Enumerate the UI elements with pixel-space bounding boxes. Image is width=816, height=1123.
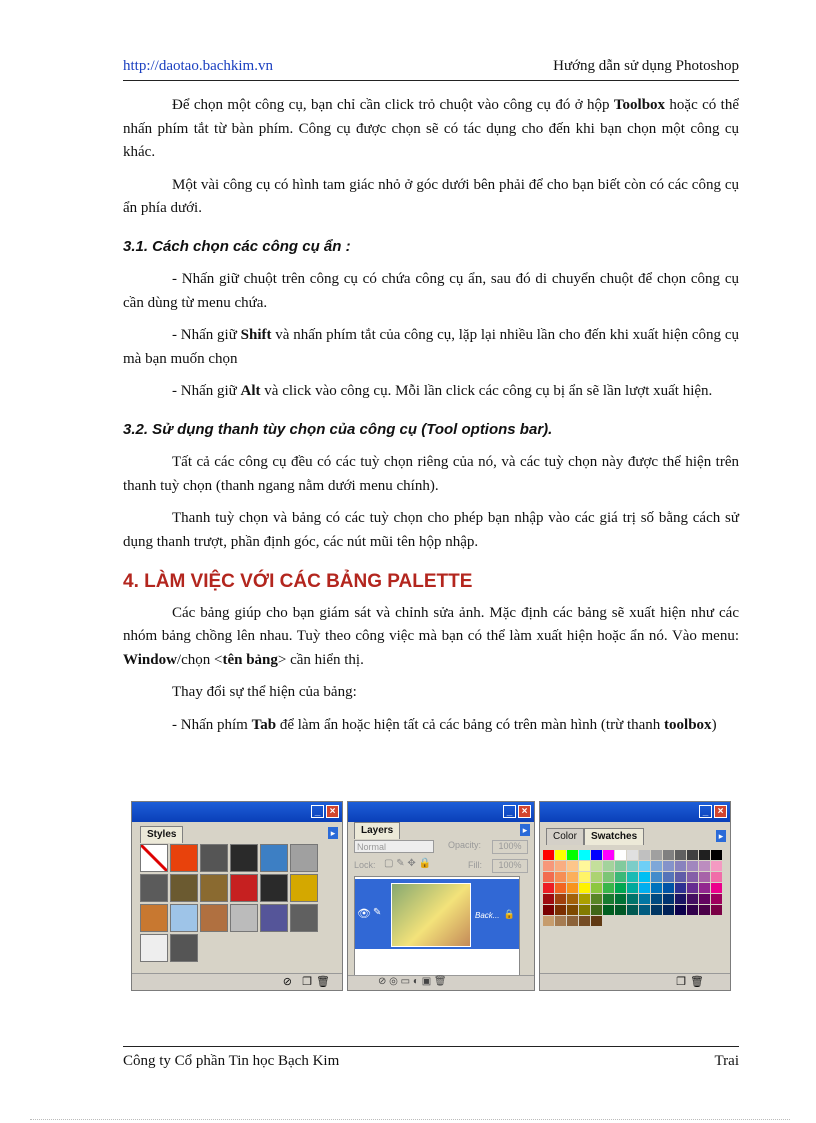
palettes-screenshot	[131, 801, 731, 991]
color-swatch[interactable]	[687, 894, 698, 904]
header-url-link[interactable]: http://daotao.bachkim.vn	[123, 58, 273, 74]
eye-icon[interactable]: 👁	[357, 908, 371, 920]
color-swatch[interactable]	[591, 861, 602, 871]
style-swatch[interactable]	[290, 844, 318, 872]
color-swatch[interactable]	[615, 861, 626, 871]
color-swatch[interactable]	[567, 872, 578, 882]
style-swatch[interactable]	[230, 904, 258, 932]
style-swatch[interactable]	[170, 874, 198, 902]
new-swatch-icon[interactable]: ❐	[676, 976, 686, 988]
color-swatch[interactable]	[543, 905, 554, 915]
style-swatch[interactable]	[140, 904, 168, 932]
style-swatch[interactable]	[260, 844, 288, 872]
color-swatch[interactable]	[579, 916, 590, 926]
layer-name: Back...	[475, 911, 500, 920]
color-swatch[interactable]	[567, 916, 578, 926]
color-swatch[interactable]	[603, 861, 614, 871]
style-swatch[interactable]	[200, 904, 228, 932]
color-swatch[interactable]	[711, 894, 722, 904]
color-swatch[interactable]	[543, 861, 554, 871]
close-icon[interactable]: ×	[714, 805, 727, 818]
color-swatch[interactable]	[675, 850, 686, 860]
color-swatch[interactable]	[699, 861, 710, 871]
tab-swatches[interactable]: Swatches	[584, 828, 644, 845]
palette-menu-icon[interactable]: ▸	[520, 824, 530, 836]
style-swatch[interactable]	[140, 874, 168, 902]
header-title: Hướng dẫn sử dụng Photoshop	[553, 58, 739, 74]
color-swatch[interactable]	[543, 872, 554, 882]
color-swatch[interactable]	[591, 916, 602, 926]
color-swatch[interactable]	[591, 894, 602, 904]
color-swatch[interactable]	[591, 850, 602, 860]
color-swatch[interactable]	[555, 883, 566, 893]
layers-palette	[347, 801, 535, 991]
paragraph: - Nhấn giữ chuột trên công cụ có chứa công cụ ẩn, sau đó di chuyển chuột để chọn công cụ cần dùng từ menu chứa.	[123, 271, 739, 311]
section-heading-3-1: 3.1. Cách chọn các công cụ ẩn :	[123, 237, 351, 255]
color-swatch[interactable]	[627, 883, 638, 893]
color-swatch[interactable]	[639, 850, 650, 860]
minimize-icon[interactable]: _	[311, 805, 324, 818]
palette-footer	[540, 973, 730, 990]
close-icon[interactable]: ×	[518, 805, 531, 818]
color-swatch[interactable]	[699, 872, 710, 882]
new-style-icon[interactable]: ❐	[302, 976, 312, 988]
color-swatch[interactable]	[603, 883, 614, 893]
color-swatch[interactable]	[567, 861, 578, 871]
color-swatch[interactable]	[615, 905, 626, 915]
color-swatch[interactable]	[651, 905, 662, 915]
color-swatch[interactable]	[543, 850, 554, 860]
paragraph: Một vài công cụ có hình tam giác nhỏ ở góc dưới bên phải để cho bạn biết còn có các công cụ ẩn phía dưới.	[123, 176, 739, 216]
swatches-palette	[539, 801, 731, 991]
palette-titlebar	[132, 802, 342, 822]
color-swatch[interactable]	[555, 894, 566, 904]
palette-titlebar	[348, 802, 534, 822]
color-swatch[interactable]	[639, 861, 650, 871]
trash-icon[interactable]: 🗑	[690, 976, 704, 988]
color-swatch[interactable]	[627, 850, 638, 860]
opacity-field[interactable]: 100%	[492, 840, 528, 854]
brush-icon: ✎	[373, 907, 382, 918]
palette-menu-icon[interactable]: ▸	[716, 830, 726, 842]
color-swatch[interactable]	[663, 861, 674, 871]
color-swatch[interactable]	[639, 905, 650, 915]
fill-field[interactable]: 100%	[492, 859, 528, 873]
color-swatch[interactable]	[567, 850, 578, 860]
palette-footer	[132, 973, 342, 990]
style-swatch[interactable]	[230, 844, 258, 872]
color-swatch[interactable]	[639, 872, 650, 882]
style-swatch[interactable]	[260, 874, 288, 902]
section-heading-4: 4. LÀM VIỆC VỚI CÁC BẢNG PALETTE	[123, 571, 473, 592]
color-swatch[interactable]	[651, 850, 662, 860]
color-swatch[interactable]	[711, 872, 722, 882]
palette-menu-icon[interactable]: ▸	[328, 827, 338, 839]
color-swatch[interactable]	[579, 872, 590, 882]
color-swatch[interactable]	[615, 894, 626, 904]
color-swatch[interactable]	[591, 872, 602, 882]
layer-row[interactable]	[355, 879, 519, 949]
trash-icon[interactable]: 🗑	[316, 976, 330, 988]
color-swatch[interactable]	[615, 850, 626, 860]
layer-tools-icon[interactable]: ⊘ ◎ ▭ ◐ ▣ 🗑	[378, 976, 447, 987]
color-swatch[interactable]	[687, 872, 698, 882]
paragraph: - Nhấn giữ Shift và nhấn phím tắt của công cụ, lặp lại nhiều lần cho đến khi xuất hiện công cụ mà bạn muốn chọn	[123, 327, 739, 367]
fill-label: Fill:	[468, 860, 482, 870]
tab-color[interactable]: Color	[546, 828, 584, 845]
paragraph: - Nhấn giữ Alt và click vào công cụ. Mỗi lần click các công cụ bị ẩn sẽ lần lượt xuất hiện.	[172, 383, 713, 399]
color-swatch[interactable]	[567, 894, 578, 904]
color-swatch[interactable]	[627, 894, 638, 904]
color-swatch[interactable]	[663, 883, 674, 893]
minimize-icon[interactable]: _	[503, 805, 516, 818]
color-swatch[interactable]	[603, 872, 614, 882]
page-header	[123, 58, 739, 81]
blend-mode-select[interactable]: Normal	[354, 840, 434, 853]
footer-page: Trai	[714, 1053, 739, 1069]
style-swatch[interactable]	[200, 844, 228, 872]
color-swatch[interactable]	[675, 894, 686, 904]
color-swatch[interactable]	[615, 872, 626, 882]
color-swatch[interactable]	[555, 872, 566, 882]
color-swatch[interactable]	[663, 872, 674, 882]
color-swatch[interactable]	[711, 883, 722, 893]
opacity-label: Opacity:	[448, 840, 482, 850]
color-swatch[interactable]	[543, 894, 554, 904]
color-swatch[interactable]	[579, 905, 590, 915]
paragraph: Thay đổi sự thể hiện của bảng:	[172, 684, 357, 700]
color-swatch[interactable]	[699, 905, 710, 915]
style-swatch[interactable]	[230, 874, 258, 902]
color-swatch[interactable]	[675, 883, 686, 893]
color-swatch[interactable]	[663, 894, 674, 904]
color-swatch[interactable]	[579, 850, 590, 860]
color-swatch[interactable]	[567, 883, 578, 893]
color-swatch[interactable]	[639, 894, 650, 904]
color-swatch[interactable]	[651, 872, 662, 882]
color-swatch[interactable]	[615, 883, 626, 893]
color-swatch[interactable]	[675, 872, 686, 882]
color-swatch[interactable]	[627, 905, 638, 915]
color-swatch[interactable]	[555, 916, 566, 926]
style-swatch[interactable]	[200, 874, 228, 902]
document-body	[123, 94, 739, 746]
style-swatch[interactable]	[290, 904, 318, 932]
tab-layers[interactable]: Layers	[354, 822, 400, 839]
color-swatch[interactable]	[591, 883, 602, 893]
color-swatch[interactable]	[579, 894, 590, 904]
style-swatch[interactable]	[140, 844, 168, 872]
lock-icon: 🔒	[503, 909, 515, 919]
color-swatch[interactable]	[651, 861, 662, 871]
style-swatch[interactable]	[170, 904, 198, 932]
color-swatch[interactable]	[699, 894, 710, 904]
section-heading-3-2: 3.2. Sử dụng thanh tùy chọn của công cụ (Tool options bar).	[123, 420, 553, 438]
layer-thumbnail	[391, 883, 471, 947]
color-swatch[interactable]	[711, 861, 722, 871]
color-swatch[interactable]	[711, 850, 722, 860]
color-swatch[interactable]	[651, 883, 662, 893]
layers-list	[354, 876, 520, 978]
color-swatch[interactable]	[555, 850, 566, 860]
style-swatch[interactable]	[170, 844, 198, 872]
style-swatch[interactable]	[290, 874, 318, 902]
close-icon[interactable]: ×	[326, 805, 339, 818]
page-footer	[123, 1046, 739, 1069]
style-swatch[interactable]	[140, 934, 168, 962]
color-swatch[interactable]	[603, 894, 614, 904]
style-swatch[interactable]	[170, 934, 198, 962]
color-swatch[interactable]	[675, 861, 686, 871]
color-swatch[interactable]	[555, 905, 566, 915]
lock-icon[interactable]: ▢ ✎ ✥ 🔒	[384, 858, 431, 869]
color-swatch[interactable]	[579, 861, 590, 871]
color-swatch[interactable]	[699, 850, 710, 860]
color-swatch[interactable]	[639, 883, 650, 893]
paragraph: Để chọn một công cụ, bạn chỉ cần click trỏ chuột vào công cụ đó ở hộp Toolbox hoặc có thể nhấn phím tắt từ bàn phím. Công cụ được chọn sẽ có tác dụng cho đến khi bạn chọn một công cụ khác.	[123, 97, 739, 160]
color-swatch[interactable]	[627, 861, 638, 871]
color-swatch[interactable]	[663, 850, 674, 860]
color-swatch[interactable]	[687, 850, 698, 860]
color-swatch[interactable]	[579, 883, 590, 893]
color-swatch[interactable]	[603, 850, 614, 860]
color-swatch[interactable]	[627, 872, 638, 882]
lock-label: Lock:	[354, 860, 376, 870]
color-swatch[interactable]	[543, 916, 554, 926]
styles-palette	[131, 801, 343, 991]
palette-titlebar	[540, 802, 730, 822]
paragraph: Tất cả các công cụ đều có các tuỳ chọn riêng của nó, và các tuỳ chọn này được thể hiện trên thanh tuỳ chọn (thanh ngang nằm dưới menu chính).	[123, 454, 739, 494]
color-swatch[interactable]	[651, 894, 662, 904]
paragraph: Các bảng giúp cho bạn giám sát và chỉnh sửa ảnh. Mặc định các bảng sẽ xuất hiện như các nhóm bảng chồng lên nhau. Tuỳ theo công việc mà bạn có thể làm xuất hiện hoặc ẩn nó. Vào menu: Window/chọn <tên bảng> cần hiển thị.	[123, 604, 739, 668]
color-swatch[interactable]	[555, 861, 566, 871]
minimize-icon[interactable]: _	[699, 805, 712, 818]
style-swatch[interactable]	[260, 904, 288, 932]
page-edge-divider	[30, 1119, 790, 1120]
color-swatch[interactable]	[567, 905, 578, 915]
color-swatch[interactable]	[663, 905, 674, 915]
color-swatch[interactable]	[543, 883, 554, 893]
color-swatch[interactable]	[687, 861, 698, 871]
color-swatch[interactable]	[699, 883, 710, 893]
color-swatch[interactable]	[603, 905, 614, 915]
color-swatch[interactable]	[675, 905, 686, 915]
paragraph: - Nhấn phím Tab để làm ẩn hoặc hiện tất cả các bảng có trên màn hình (trừ thanh toolbox)	[172, 716, 717, 733]
footer-company: Công ty Cổ phần Tin học Bạch Kim	[123, 1053, 340, 1069]
no-style-icon[interactable]: ⊘	[282, 976, 292, 988]
swatch-grid	[543, 850, 722, 926]
paragraph: Thanh tuỳ chọn và bảng có các tuỳ chọn cho phép bạn nhập vào các giá trị số bằng cách sử dụng thanh trượt, phần định góc, các nút mũi tên hộp nhập.	[123, 510, 739, 550]
palette-footer	[348, 975, 534, 990]
styles-grid	[140, 844, 318, 962]
color-swatch[interactable]	[711, 905, 722, 915]
tab-styles[interactable]: Styles	[140, 826, 183, 843]
color-swatch[interactable]	[687, 905, 698, 915]
color-swatch[interactable]	[591, 905, 602, 915]
color-swatch[interactable]	[687, 883, 698, 893]
